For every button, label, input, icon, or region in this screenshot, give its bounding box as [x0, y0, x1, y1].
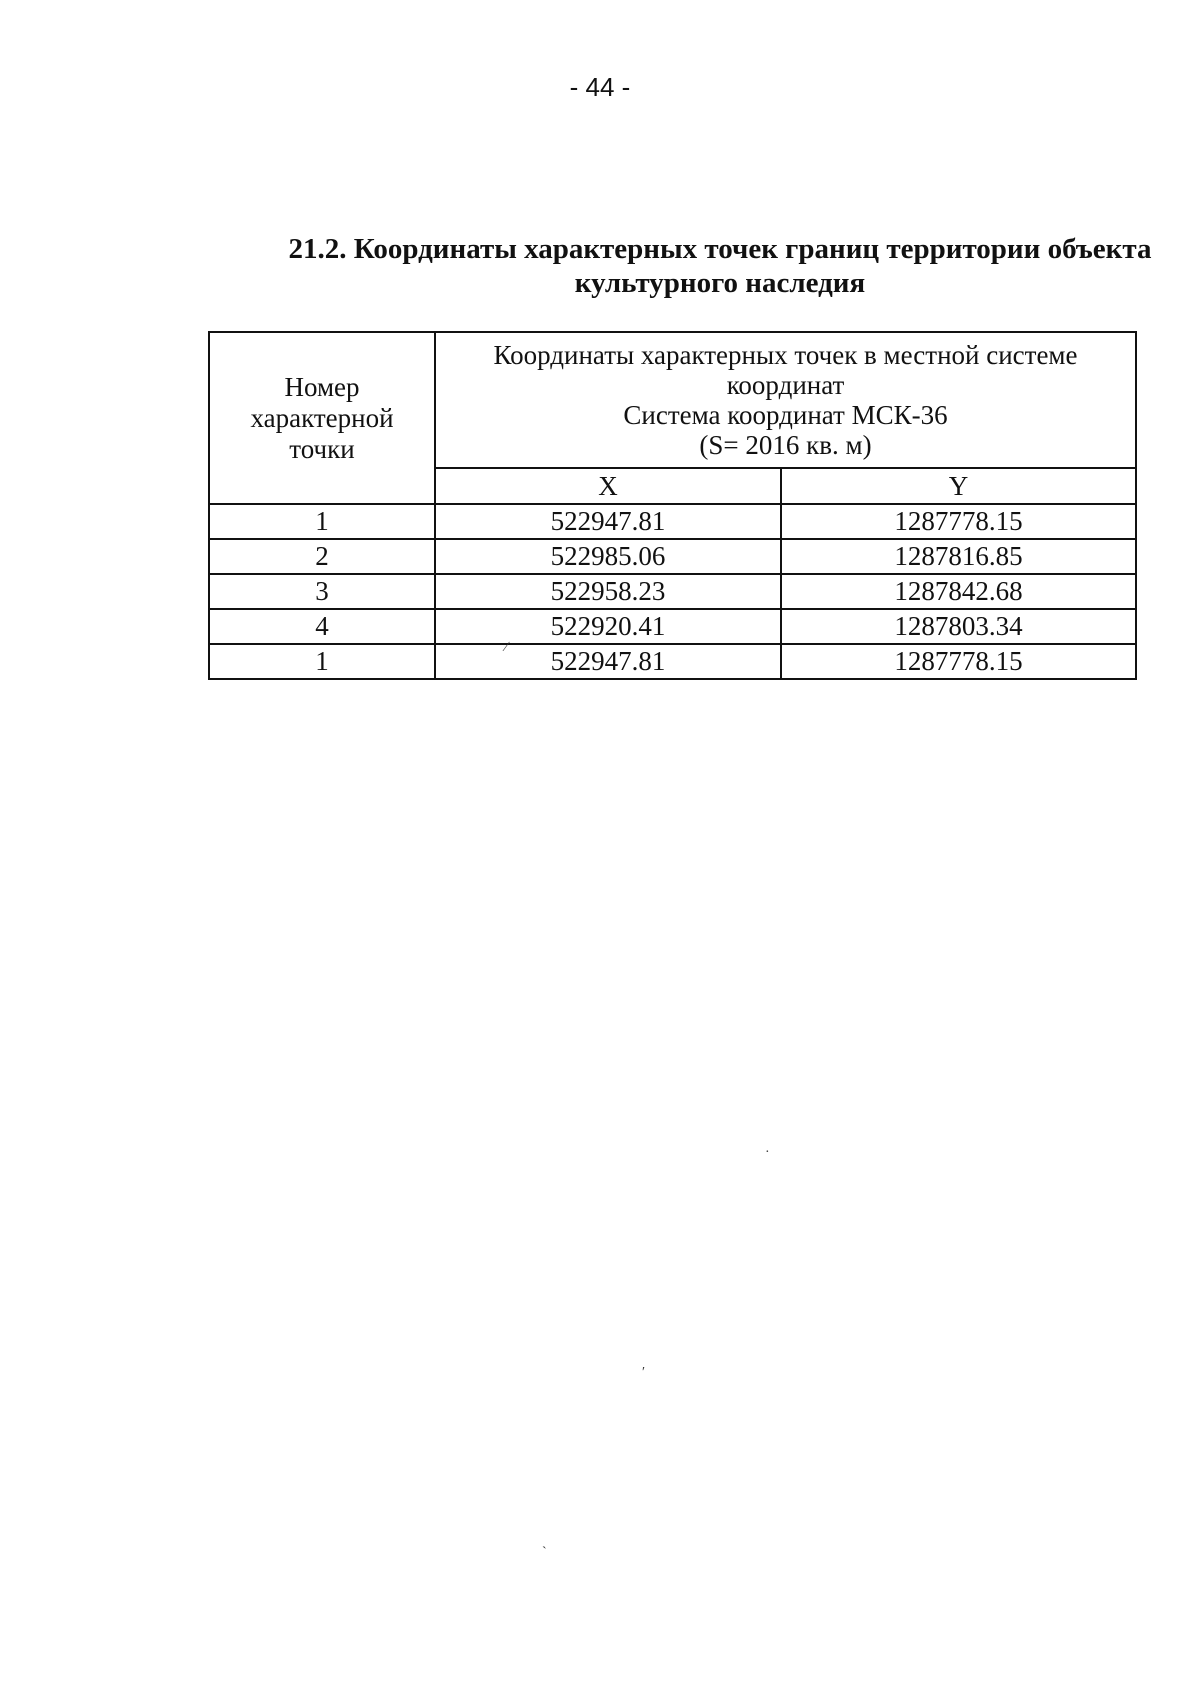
y-coordinate-cell: 1287778.15	[781, 644, 1136, 679]
section-title-line-2: культурного наследия	[574, 267, 866, 299]
point-number-header	[209, 332, 435, 504]
table-row	[209, 539, 1136, 574]
x-coordinate-cell: 522947.81	[435, 644, 781, 679]
point-number-cell: 1	[209, 504, 435, 539]
group-header-line: Координаты характерных точек в местной системе	[493, 340, 1078, 370]
point-header-line: Номер	[284, 371, 360, 402]
y-column-header: Y	[781, 468, 1136, 504]
point-number-cell: 1	[209, 644, 435, 679]
point-number-cell: 4	[209, 609, 435, 644]
x-coordinate-cell: 522985.06	[435, 539, 781, 574]
point-header-line: точки	[289, 433, 355, 464]
table-row	[209, 504, 1136, 539]
scan-speck: ′	[642, 1365, 646, 1380]
y-coordinate-cell: 1287816.85	[781, 539, 1136, 574]
table-row	[209, 609, 1136, 644]
group-header-line: координат	[726, 370, 845, 400]
table-row	[209, 574, 1136, 609]
scan-speck: ·	[765, 1145, 770, 1160]
coordinates-table	[208, 331, 1137, 680]
x-coordinate-cell: 522947.81	[435, 504, 781, 539]
coordinates-group-header	[435, 332, 1136, 468]
group-header-line: (S= 2016 кв. м)	[699, 430, 872, 460]
section-title-line-1: 21.2. Координаты характерных точек границ территории объекта	[288, 233, 1152, 265]
y-coordinate-cell: 1287842.68	[781, 574, 1136, 609]
page-number: - 44 -	[569, 72, 631, 102]
point-number-cell: 2	[209, 539, 435, 574]
y-coordinate-cell: 1287803.34	[781, 609, 1136, 644]
section-title	[270, 232, 1170, 300]
y-coordinate-cell: 1287778.15	[781, 504, 1136, 539]
group-header-line: Система координат МСК-36	[623, 400, 948, 430]
point-number-cell: 3	[209, 574, 435, 609]
scan-speck: ∕	[505, 640, 508, 655]
scan-speck: `	[542, 1545, 547, 1560]
table-header-row	[209, 332, 1136, 468]
x-coordinate-cell: 522920.41	[435, 609, 781, 644]
table-row	[209, 644, 1136, 679]
point-header-line: характерной	[250, 402, 394, 433]
x-coordinate-cell: 522958.23	[435, 574, 781, 609]
x-column-header: X	[435, 468, 781, 504]
